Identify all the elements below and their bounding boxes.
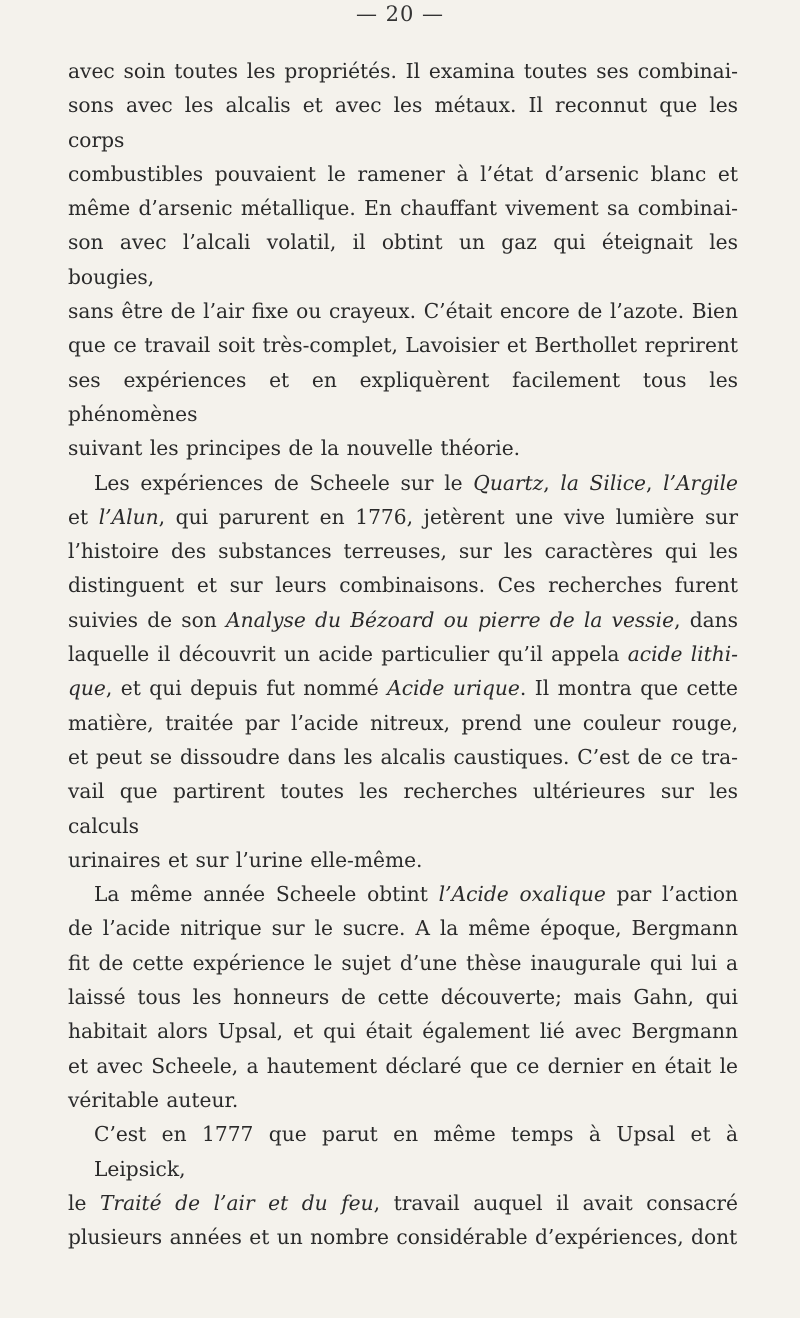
text-run: urinaires et sur l’urine elle-même. bbox=[68, 847, 423, 872]
text-line bbox=[68, 740, 738, 774]
text-run: plusieurs années et un nombre considérable d’expériences, dont bbox=[68, 1225, 738, 1250]
text-run: C’est en 1777 que parut en même temps à Upsal et à Leipsick, bbox=[94, 1122, 738, 1181]
body-text bbox=[68, 54, 738, 1254]
text-run: , travail auquel il avait consacré bbox=[373, 1190, 738, 1215]
text-line bbox=[68, 568, 738, 602]
page-number: — 20 — bbox=[355, 2, 445, 26]
paragraph bbox=[68, 877, 738, 1117]
text-line bbox=[68, 980, 738, 1014]
text-line bbox=[68, 946, 738, 980]
text-run: par l’action bbox=[605, 882, 738, 907]
italic-text: Analyse du Bézoard ou pierre de la vessie bbox=[226, 607, 675, 632]
italic-text: l’Argile bbox=[663, 470, 738, 495]
text-line bbox=[68, 911, 738, 945]
text-run: l’histoire des substances terreuses, sur les caractères qui les bbox=[68, 539, 738, 564]
text-line bbox=[68, 671, 738, 705]
text-run: ses expériences et en expliquèrent facilement tous les phénomènes bbox=[68, 367, 738, 426]
paragraph bbox=[68, 54, 738, 466]
text-run: même d’arsenic métallique. En chauffant vivement sa combinai- bbox=[68, 196, 738, 221]
text-run: . Il montra que cette bbox=[519, 676, 738, 701]
text-run: que ce travail soit très-complet, Lavoisier et Berthollet reprirent bbox=[68, 333, 738, 358]
text-run: de l’acide nitrique sur le sucre. A la même époque, Bergmann bbox=[68, 916, 738, 941]
paragraph bbox=[68, 466, 738, 878]
text-run: véritable auteur. bbox=[68, 1087, 239, 1112]
text-line bbox=[68, 637, 738, 671]
italic-text: la Silice bbox=[560, 470, 647, 495]
text-line bbox=[68, 877, 738, 911]
italic-text: Traité de l’air et du feu bbox=[99, 1190, 374, 1215]
text-line bbox=[68, 603, 738, 637]
text-run: , qui parurent en 1776, jetèrent une vive lumière sur bbox=[158, 504, 738, 529]
text-run: La même année Scheele obtint bbox=[94, 882, 439, 907]
text-run: , dans bbox=[674, 607, 739, 632]
text-line bbox=[68, 1083, 738, 1117]
text-run: sons avec les alcalis et avec les métaux. Il reconnut que les corps bbox=[68, 93, 738, 152]
italic-text: que bbox=[68, 676, 106, 701]
italic-text: l’Alun bbox=[98, 504, 159, 529]
text-run: et avec Scheele, a hautement déclaré que ce dernier en était le bbox=[68, 1053, 738, 1078]
text-run: suivies de son bbox=[68, 607, 227, 632]
text-run: , bbox=[543, 470, 561, 495]
text-line bbox=[68, 54, 738, 88]
text-run: habitait alors Upsal, et qui était également lié avec Bergmann bbox=[68, 1019, 738, 1044]
text-run: laquelle il découvrit un acide particulier qu’il appela bbox=[68, 642, 628, 667]
text-run: , bbox=[646, 470, 664, 495]
paragraph bbox=[68, 1117, 738, 1254]
text-run: , et qui depuis fut nommé bbox=[105, 676, 388, 701]
text-line bbox=[68, 88, 738, 157]
text-line bbox=[68, 363, 738, 432]
text-line bbox=[68, 328, 738, 362]
italic-text: Quartz bbox=[473, 470, 544, 495]
text-run: distinguent et sur leurs combinaisons. Ces recherches furent bbox=[68, 573, 738, 598]
text-run: avec soin toutes les propriétés. Il examina toutes ses combinai- bbox=[68, 59, 738, 83]
text-line bbox=[68, 431, 738, 465]
text-run: sans être de l’air fixe ou crayeux. C’était encore de l’azote. Bien bbox=[68, 299, 738, 324]
text-run: vail que partirent toutes les recherches ultérieures sur les calculs bbox=[68, 779, 738, 838]
text-line bbox=[68, 843, 738, 877]
text-line bbox=[68, 1014, 738, 1048]
text-line bbox=[68, 1220, 738, 1254]
italic-text: l’Acide oxalique bbox=[438, 882, 606, 907]
text-line bbox=[68, 157, 738, 191]
text-line bbox=[68, 1049, 738, 1083]
text-run: le bbox=[68, 1190, 100, 1215]
text-run: et bbox=[68, 504, 99, 529]
text-line bbox=[68, 1186, 738, 1220]
text-run: matière, traitée par l’acide nitreux, prend une couleur rouge, bbox=[68, 710, 738, 735]
text-run: et peut se dissoudre dans les alcalis caustiques. C’est de ce tra- bbox=[68, 744, 738, 769]
text-line bbox=[68, 466, 738, 500]
text-run: Les expériences de Scheele sur le bbox=[94, 470, 474, 495]
text-run: fit de cette expérience le sujet d’une thèse inaugurale qui lui a bbox=[68, 950, 738, 975]
text-line bbox=[68, 774, 738, 843]
text-line bbox=[68, 294, 738, 328]
text-run: laissé tous les honneurs de cette découverte; mais Gahn, qui bbox=[68, 985, 738, 1010]
text-line bbox=[68, 500, 738, 534]
text-line bbox=[68, 534, 738, 568]
text-run: son avec l’alcali volatil, il obtint un gaz qui éteignait les bougies, bbox=[68, 230, 738, 289]
text-line bbox=[68, 191, 738, 225]
text-run: suivant les principes de la nouvelle théorie. bbox=[68, 436, 521, 461]
text-line bbox=[68, 225, 738, 294]
italic-text: Acide urique bbox=[387, 676, 520, 701]
text-run: combustibles pouvaient le ramener à l’état d’arsenic blanc et bbox=[68, 161, 738, 186]
text-line bbox=[68, 1117, 738, 1186]
text-line bbox=[68, 706, 738, 740]
italic-text: acide lithi- bbox=[627, 642, 739, 667]
